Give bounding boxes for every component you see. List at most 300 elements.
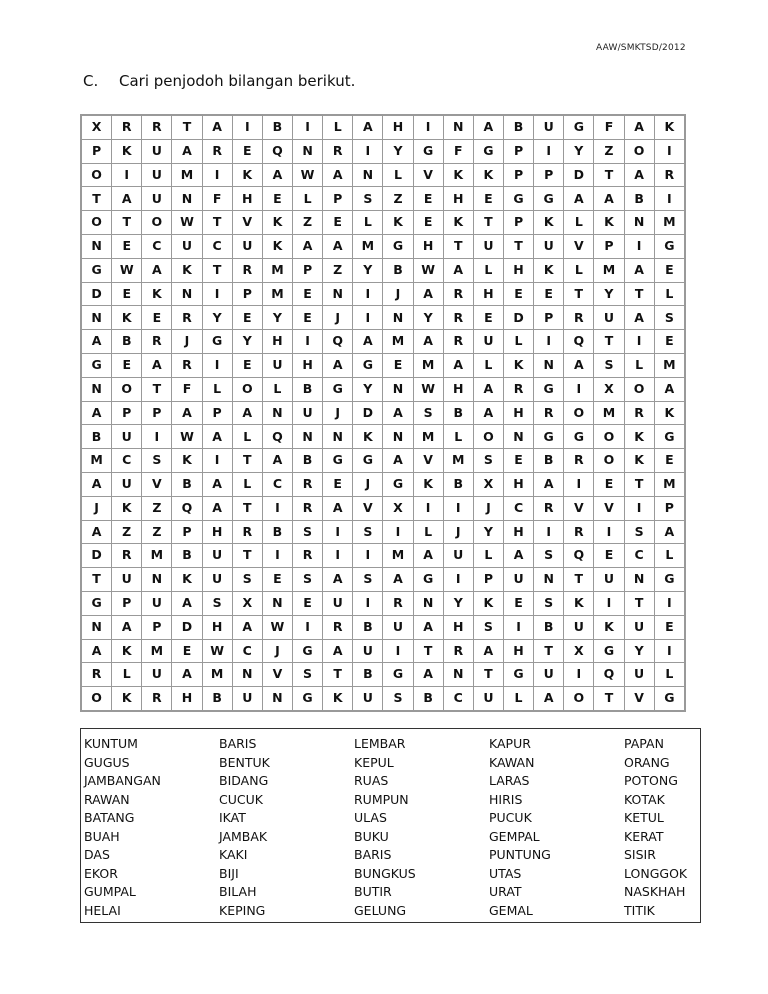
grid-cell[interactable]: X bbox=[232, 591, 262, 615]
grid-cell[interactable]: A bbox=[82, 330, 112, 354]
grid-cell[interactable]: P bbox=[503, 211, 533, 235]
grid-cell[interactable]: U bbox=[112, 568, 142, 592]
grid-cell[interactable]: A bbox=[413, 615, 443, 639]
grid-cell[interactable]: I bbox=[534, 520, 564, 544]
grid-cell[interactable]: B bbox=[624, 187, 654, 211]
grid-cell[interactable]: B bbox=[413, 687, 443, 711]
grid-cell[interactable]: E bbox=[534, 282, 564, 306]
grid-cell[interactable]: I bbox=[262, 496, 292, 520]
grid-cell[interactable]: R bbox=[534, 496, 564, 520]
grid-cell[interactable]: V bbox=[564, 496, 594, 520]
grid-cell[interactable]: A bbox=[353, 330, 383, 354]
grid-cell[interactable]: M bbox=[654, 353, 684, 377]
grid-cell[interactable]: A bbox=[473, 639, 503, 663]
grid-cell[interactable]: O bbox=[82, 211, 112, 235]
grid-cell[interactable]: A bbox=[624, 163, 654, 187]
grid-cell[interactable]: J bbox=[383, 282, 413, 306]
grid-cell[interactable]: A bbox=[172, 591, 202, 615]
grid-cell[interactable]: L bbox=[473, 258, 503, 282]
grid-cell[interactable]: E bbox=[262, 187, 292, 211]
grid-cell[interactable]: Z bbox=[323, 258, 353, 282]
grid-cell[interactable]: A bbox=[142, 258, 172, 282]
grid-cell[interactable]: S bbox=[202, 591, 232, 615]
grid-cell[interactable]: A bbox=[172, 401, 202, 425]
grid-cell[interactable]: R bbox=[232, 258, 262, 282]
grid-cell[interactable]: N bbox=[262, 401, 292, 425]
grid-cell[interactable]: K bbox=[564, 591, 594, 615]
grid-cell[interactable]: U bbox=[564, 615, 594, 639]
grid-cell[interactable]: E bbox=[112, 282, 142, 306]
grid-cell[interactable]: K bbox=[262, 211, 292, 235]
grid-cell[interactable]: E bbox=[654, 258, 684, 282]
grid-cell[interactable]: U bbox=[534, 663, 564, 687]
grid-cell[interactable]: K bbox=[594, 615, 624, 639]
grid-cell[interactable]: P bbox=[82, 139, 112, 163]
grid-cell[interactable]: U bbox=[443, 544, 473, 568]
grid-cell[interactable]: H bbox=[503, 639, 533, 663]
grid-cell[interactable]: M bbox=[383, 544, 413, 568]
grid-cell[interactable]: E bbox=[503, 449, 533, 473]
grid-cell[interactable]: Q bbox=[594, 663, 624, 687]
grid-cell[interactable]: L bbox=[353, 211, 383, 235]
grid-cell[interactable]: A bbox=[82, 639, 112, 663]
grid-cell[interactable]: N bbox=[172, 282, 202, 306]
grid-cell[interactable]: N bbox=[292, 425, 322, 449]
grid-cell[interactable]: P bbox=[503, 139, 533, 163]
grid-cell[interactable]: G bbox=[654, 687, 684, 711]
grid-cell[interactable]: U bbox=[534, 234, 564, 258]
grid-cell[interactable]: F bbox=[594, 116, 624, 140]
grid-cell[interactable]: A bbox=[172, 139, 202, 163]
grid-cell[interactable]: K bbox=[112, 139, 142, 163]
grid-cell[interactable]: I bbox=[443, 496, 473, 520]
grid-cell[interactable]: K bbox=[473, 163, 503, 187]
grid-cell[interactable]: U bbox=[383, 615, 413, 639]
grid-cell[interactable]: H bbox=[262, 330, 292, 354]
grid-cell[interactable]: T bbox=[323, 663, 353, 687]
grid-cell[interactable]: B bbox=[353, 615, 383, 639]
grid-cell[interactable]: S bbox=[473, 449, 503, 473]
grid-cell[interactable]: A bbox=[383, 449, 413, 473]
grid-cell[interactable]: G bbox=[323, 449, 353, 473]
grid-cell[interactable]: V bbox=[413, 163, 443, 187]
grid-cell[interactable]: I bbox=[654, 639, 684, 663]
grid-cell[interactable]: I bbox=[654, 187, 684, 211]
grid-cell[interactable]: T bbox=[232, 496, 262, 520]
grid-cell[interactable]: E bbox=[142, 306, 172, 330]
grid-cell[interactable]: K bbox=[353, 425, 383, 449]
grid-cell[interactable]: H bbox=[383, 116, 413, 140]
grid-cell[interactable]: T bbox=[534, 639, 564, 663]
grid-cell[interactable]: T bbox=[172, 116, 202, 140]
grid-cell[interactable]: L bbox=[503, 330, 533, 354]
grid-cell[interactable]: G bbox=[383, 234, 413, 258]
grid-cell[interactable]: J bbox=[82, 496, 112, 520]
grid-cell[interactable]: R bbox=[503, 377, 533, 401]
grid-cell[interactable]: D bbox=[82, 544, 112, 568]
grid-cell[interactable]: P bbox=[112, 401, 142, 425]
grid-cell[interactable]: T bbox=[82, 568, 112, 592]
grid-cell[interactable]: E bbox=[323, 211, 353, 235]
grid-cell[interactable]: C bbox=[262, 472, 292, 496]
grid-cell[interactable]: L bbox=[232, 472, 262, 496]
grid-cell[interactable]: S bbox=[353, 520, 383, 544]
grid-cell[interactable]: S bbox=[383, 687, 413, 711]
grid-cell[interactable]: A bbox=[413, 663, 443, 687]
grid-cell[interactable]: D bbox=[82, 282, 112, 306]
grid-cell[interactable]: B bbox=[353, 663, 383, 687]
grid-cell[interactable]: U bbox=[142, 163, 172, 187]
grid-cell[interactable]: A bbox=[82, 520, 112, 544]
grid-cell[interactable]: U bbox=[534, 116, 564, 140]
grid-cell[interactable]: W bbox=[292, 163, 322, 187]
grid-cell[interactable]: K bbox=[112, 496, 142, 520]
grid-cell[interactable]: A bbox=[413, 330, 443, 354]
grid-cell[interactable]: U bbox=[292, 401, 322, 425]
grid-cell[interactable]: P bbox=[112, 591, 142, 615]
grid-cell[interactable]: A bbox=[323, 163, 353, 187]
grid-cell[interactable]: L bbox=[624, 353, 654, 377]
grid-cell[interactable]: M bbox=[443, 449, 473, 473]
grid-cell[interactable]: A bbox=[323, 568, 353, 592]
grid-cell[interactable]: N bbox=[443, 663, 473, 687]
grid-cell[interactable]: C bbox=[503, 496, 533, 520]
grid-cell[interactable]: R bbox=[142, 687, 172, 711]
grid-cell[interactable]: B bbox=[292, 377, 322, 401]
grid-cell[interactable]: E bbox=[262, 568, 292, 592]
grid-cell[interactable]: G bbox=[413, 568, 443, 592]
grid-cell[interactable]: U bbox=[112, 425, 142, 449]
grid-cell[interactable]: Y bbox=[564, 139, 594, 163]
grid-cell[interactable]: G bbox=[353, 353, 383, 377]
grid-cell[interactable]: G bbox=[353, 449, 383, 473]
grid-cell[interactable]: U bbox=[323, 591, 353, 615]
grid-cell[interactable]: R bbox=[112, 544, 142, 568]
grid-cell[interactable]: T bbox=[594, 330, 624, 354]
grid-cell[interactable]: L bbox=[413, 520, 443, 544]
grid-cell[interactable]: M bbox=[172, 163, 202, 187]
grid-cell[interactable]: I bbox=[383, 639, 413, 663]
grid-cell[interactable]: Y bbox=[353, 377, 383, 401]
grid-cell[interactable]: V bbox=[564, 234, 594, 258]
grid-cell[interactable]: B bbox=[172, 544, 202, 568]
grid-cell[interactable]: I bbox=[323, 544, 353, 568]
grid-cell[interactable]: F bbox=[443, 139, 473, 163]
grid-cell[interactable]: D bbox=[172, 615, 202, 639]
grid-cell[interactable]: A bbox=[383, 401, 413, 425]
grid-cell[interactable]: G bbox=[292, 639, 322, 663]
grid-cell[interactable]: T bbox=[624, 282, 654, 306]
grid-cell[interactable]: R bbox=[292, 472, 322, 496]
grid-cell[interactable]: S bbox=[353, 187, 383, 211]
grid-cell[interactable]: S bbox=[594, 353, 624, 377]
grid-cell[interactable]: E bbox=[413, 187, 443, 211]
grid-cell[interactable]: K bbox=[624, 425, 654, 449]
grid-cell[interactable]: W bbox=[172, 425, 202, 449]
grid-cell[interactable]: A bbox=[82, 401, 112, 425]
grid-cell[interactable]: V bbox=[413, 449, 443, 473]
grid-cell[interactable]: R bbox=[323, 139, 353, 163]
grid-cell[interactable]: I bbox=[292, 116, 322, 140]
grid-cell[interactable]: T bbox=[232, 449, 262, 473]
grid-cell[interactable]: X bbox=[564, 639, 594, 663]
grid-cell[interactable]: R bbox=[564, 306, 594, 330]
grid-cell[interactable]: P bbox=[142, 401, 172, 425]
grid-cell[interactable]: R bbox=[624, 401, 654, 425]
grid-cell[interactable]: K bbox=[594, 211, 624, 235]
grid-cell[interactable]: P bbox=[202, 401, 232, 425]
grid-cell[interactable]: C bbox=[443, 687, 473, 711]
grid-cell[interactable]: R bbox=[232, 520, 262, 544]
grid-cell[interactable]: O bbox=[564, 687, 594, 711]
grid-cell[interactable]: B bbox=[82, 425, 112, 449]
grid-cell[interactable]: J bbox=[323, 306, 353, 330]
grid-cell[interactable]: U bbox=[594, 568, 624, 592]
grid-cell[interactable]: V bbox=[624, 687, 654, 711]
grid-cell[interactable]: N bbox=[413, 591, 443, 615]
grid-cell[interactable]: M bbox=[262, 258, 292, 282]
grid-cell[interactable]: I bbox=[564, 472, 594, 496]
grid-cell[interactable]: R bbox=[172, 306, 202, 330]
grid-cell[interactable]: X bbox=[82, 116, 112, 140]
grid-cell[interactable]: A bbox=[202, 472, 232, 496]
grid-cell[interactable]: N bbox=[82, 615, 112, 639]
grid-cell[interactable]: I bbox=[624, 330, 654, 354]
grid-cell[interactable]: H bbox=[172, 687, 202, 711]
grid-cell[interactable]: R bbox=[534, 401, 564, 425]
grid-cell[interactable]: H bbox=[503, 258, 533, 282]
grid-cell[interactable]: V bbox=[594, 496, 624, 520]
grid-cell[interactable]: S bbox=[654, 306, 684, 330]
grid-cell[interactable]: B bbox=[262, 116, 292, 140]
grid-cell[interactable]: K bbox=[112, 639, 142, 663]
grid-cell[interactable]: I bbox=[262, 544, 292, 568]
grid-cell[interactable]: H bbox=[443, 187, 473, 211]
grid-cell[interactable]: V bbox=[353, 496, 383, 520]
grid-cell[interactable]: T bbox=[624, 591, 654, 615]
grid-cell[interactable]: W bbox=[172, 211, 202, 235]
grid-cell[interactable]: K bbox=[172, 258, 202, 282]
grid-cell[interactable]: S bbox=[353, 568, 383, 592]
grid-cell[interactable]: W bbox=[112, 258, 142, 282]
grid-cell[interactable]: M bbox=[142, 544, 172, 568]
grid-cell[interactable]: I bbox=[534, 330, 564, 354]
grid-cell[interactable]: U bbox=[473, 330, 503, 354]
grid-cell[interactable]: U bbox=[202, 544, 232, 568]
grid-cell[interactable]: I bbox=[112, 163, 142, 187]
grid-cell[interactable]: E bbox=[292, 591, 322, 615]
grid-cell[interactable]: T bbox=[564, 282, 594, 306]
grid-cell[interactable]: J bbox=[323, 401, 353, 425]
grid-cell[interactable]: U bbox=[142, 187, 172, 211]
grid-cell[interactable]: G bbox=[564, 116, 594, 140]
grid-cell[interactable]: G bbox=[473, 139, 503, 163]
grid-cell[interactable]: C bbox=[142, 234, 172, 258]
grid-cell[interactable]: A bbox=[232, 401, 262, 425]
grid-cell[interactable]: U bbox=[594, 306, 624, 330]
grid-cell[interactable]: K bbox=[473, 591, 503, 615]
grid-cell[interactable]: R bbox=[443, 330, 473, 354]
grid-cell[interactable]: A bbox=[594, 187, 624, 211]
grid-cell[interactable]: U bbox=[473, 687, 503, 711]
grid-cell[interactable]: R bbox=[202, 139, 232, 163]
grid-cell[interactable]: I bbox=[353, 282, 383, 306]
grid-cell[interactable]: P bbox=[232, 282, 262, 306]
grid-cell[interactable]: Q bbox=[262, 139, 292, 163]
grid-cell[interactable]: T bbox=[82, 187, 112, 211]
grid-cell[interactable]: B bbox=[443, 401, 473, 425]
grid-cell[interactable]: L bbox=[323, 116, 353, 140]
grid-cell[interactable]: W bbox=[413, 377, 443, 401]
grid-cell[interactable]: S bbox=[534, 591, 564, 615]
grid-cell[interactable]: N bbox=[262, 687, 292, 711]
grid-cell[interactable]: N bbox=[383, 306, 413, 330]
grid-cell[interactable]: G bbox=[654, 568, 684, 592]
grid-cell[interactable]: O bbox=[594, 425, 624, 449]
grid-cell[interactable]: A bbox=[172, 663, 202, 687]
grid-cell[interactable]: M bbox=[594, 258, 624, 282]
grid-cell[interactable]: V bbox=[232, 211, 262, 235]
grid-cell[interactable]: M bbox=[594, 401, 624, 425]
grid-cell[interactable]: T bbox=[624, 472, 654, 496]
grid-cell[interactable]: I bbox=[353, 139, 383, 163]
grid-cell[interactable]: B bbox=[383, 258, 413, 282]
grid-cell[interactable]: H bbox=[503, 520, 533, 544]
grid-cell[interactable]: R bbox=[564, 449, 594, 473]
grid-cell[interactable]: N bbox=[82, 234, 112, 258]
grid-cell[interactable]: R bbox=[383, 591, 413, 615]
grid-cell[interactable]: I bbox=[232, 116, 262, 140]
grid-cell[interactable]: J bbox=[172, 330, 202, 354]
grid-cell[interactable]: G bbox=[202, 330, 232, 354]
grid-cell[interactable]: A bbox=[232, 615, 262, 639]
grid-cell[interactable]: Q bbox=[564, 544, 594, 568]
grid-cell[interactable]: A bbox=[534, 472, 564, 496]
grid-cell[interactable]: A bbox=[142, 353, 172, 377]
grid-cell[interactable]: P bbox=[323, 187, 353, 211]
grid-cell[interactable]: I bbox=[564, 663, 594, 687]
grid-cell[interactable]: Z bbox=[142, 520, 172, 544]
grid-cell[interactable]: R bbox=[443, 306, 473, 330]
grid-cell[interactable]: T bbox=[142, 377, 172, 401]
grid-cell[interactable]: Q bbox=[323, 330, 353, 354]
grid-cell[interactable]: N bbox=[262, 591, 292, 615]
grid-cell[interactable]: L bbox=[383, 163, 413, 187]
grid-cell[interactable]: U bbox=[353, 687, 383, 711]
grid-cell[interactable]: R bbox=[292, 496, 322, 520]
grid-cell[interactable]: R bbox=[112, 116, 142, 140]
grid-cell[interactable]: I bbox=[323, 520, 353, 544]
grid-cell[interactable]: A bbox=[564, 353, 594, 377]
grid-cell[interactable]: U bbox=[172, 234, 202, 258]
grid-cell[interactable]: I bbox=[534, 139, 564, 163]
grid-cell[interactable]: L bbox=[654, 663, 684, 687]
grid-cell[interactable]: E bbox=[473, 187, 503, 211]
grid-cell[interactable]: E bbox=[654, 330, 684, 354]
grid-cell[interactable]: A bbox=[413, 282, 443, 306]
grid-cell[interactable]: B bbox=[534, 449, 564, 473]
grid-cell[interactable]: S bbox=[292, 663, 322, 687]
grid-cell[interactable]: M bbox=[82, 449, 112, 473]
grid-cell[interactable]: D bbox=[353, 401, 383, 425]
grid-cell[interactable]: N bbox=[534, 353, 564, 377]
grid-cell[interactable]: H bbox=[232, 187, 262, 211]
grid-cell[interactable]: I bbox=[624, 234, 654, 258]
grid-cell[interactable]: E bbox=[292, 306, 322, 330]
grid-cell[interactable]: L bbox=[473, 544, 503, 568]
grid-cell[interactable]: P bbox=[142, 615, 172, 639]
grid-cell[interactable]: G bbox=[82, 258, 112, 282]
grid-cell[interactable]: A bbox=[323, 353, 353, 377]
grid-cell[interactable]: I bbox=[353, 591, 383, 615]
grid-cell[interactable]: I bbox=[202, 449, 232, 473]
grid-cell[interactable]: P bbox=[503, 163, 533, 187]
grid-cell[interactable]: T bbox=[594, 163, 624, 187]
grid-cell[interactable]: H bbox=[473, 282, 503, 306]
grid-cell[interactable]: T bbox=[413, 639, 443, 663]
grid-cell[interactable]: E bbox=[654, 615, 684, 639]
grid-cell[interactable]: K bbox=[323, 687, 353, 711]
grid-cell[interactable]: A bbox=[82, 472, 112, 496]
grid-cell[interactable]: U bbox=[142, 591, 172, 615]
grid-cell[interactable]: X bbox=[473, 472, 503, 496]
grid-cell[interactable]: U bbox=[353, 639, 383, 663]
grid-cell[interactable]: K bbox=[503, 353, 533, 377]
grid-cell[interactable]: S bbox=[413, 401, 443, 425]
grid-cell[interactable]: I bbox=[353, 544, 383, 568]
grid-cell[interactable]: M bbox=[202, 663, 232, 687]
grid-cell[interactable]: Y bbox=[383, 139, 413, 163]
grid-cell[interactable]: A bbox=[624, 306, 654, 330]
grid-cell[interactable]: W bbox=[413, 258, 443, 282]
grid-cell[interactable]: I bbox=[503, 615, 533, 639]
grid-cell[interactable]: L bbox=[654, 282, 684, 306]
grid-cell[interactable]: R bbox=[443, 282, 473, 306]
grid-cell[interactable]: E bbox=[473, 306, 503, 330]
grid-cell[interactable]: U bbox=[232, 687, 262, 711]
grid-cell[interactable]: E bbox=[292, 282, 322, 306]
grid-cell[interactable]: A bbox=[383, 568, 413, 592]
grid-cell[interactable]: R bbox=[323, 615, 353, 639]
grid-cell[interactable]: M bbox=[413, 425, 443, 449]
grid-cell[interactable]: O bbox=[564, 401, 594, 425]
grid-cell[interactable]: V bbox=[262, 663, 292, 687]
grid-cell[interactable]: T bbox=[202, 211, 232, 235]
grid-cell[interactable]: A bbox=[262, 163, 292, 187]
grid-cell[interactable]: O bbox=[624, 377, 654, 401]
grid-cell[interactable]: D bbox=[564, 163, 594, 187]
grid-cell[interactable]: A bbox=[323, 639, 353, 663]
grid-cell[interactable]: P bbox=[534, 163, 564, 187]
grid-cell[interactable]: S bbox=[142, 449, 172, 473]
grid-cell[interactable]: A bbox=[473, 401, 503, 425]
grid-cell[interactable]: L bbox=[503, 687, 533, 711]
grid-cell[interactable]: K bbox=[383, 211, 413, 235]
grid-cell[interactable]: I bbox=[413, 116, 443, 140]
grid-cell[interactable]: L bbox=[232, 425, 262, 449]
grid-cell[interactable]: X bbox=[594, 377, 624, 401]
grid-cell[interactable]: P bbox=[473, 568, 503, 592]
grid-cell[interactable]: P bbox=[594, 234, 624, 258]
grid-cell[interactable]: G bbox=[82, 591, 112, 615]
grid-cell[interactable]: I bbox=[202, 353, 232, 377]
grid-cell[interactable]: L bbox=[443, 425, 473, 449]
grid-cell[interactable]: L bbox=[564, 258, 594, 282]
grid-cell[interactable]: Y bbox=[443, 591, 473, 615]
grid-cell[interactable]: N bbox=[353, 163, 383, 187]
grid-cell[interactable]: E bbox=[594, 472, 624, 496]
grid-cell[interactable]: N bbox=[383, 377, 413, 401]
